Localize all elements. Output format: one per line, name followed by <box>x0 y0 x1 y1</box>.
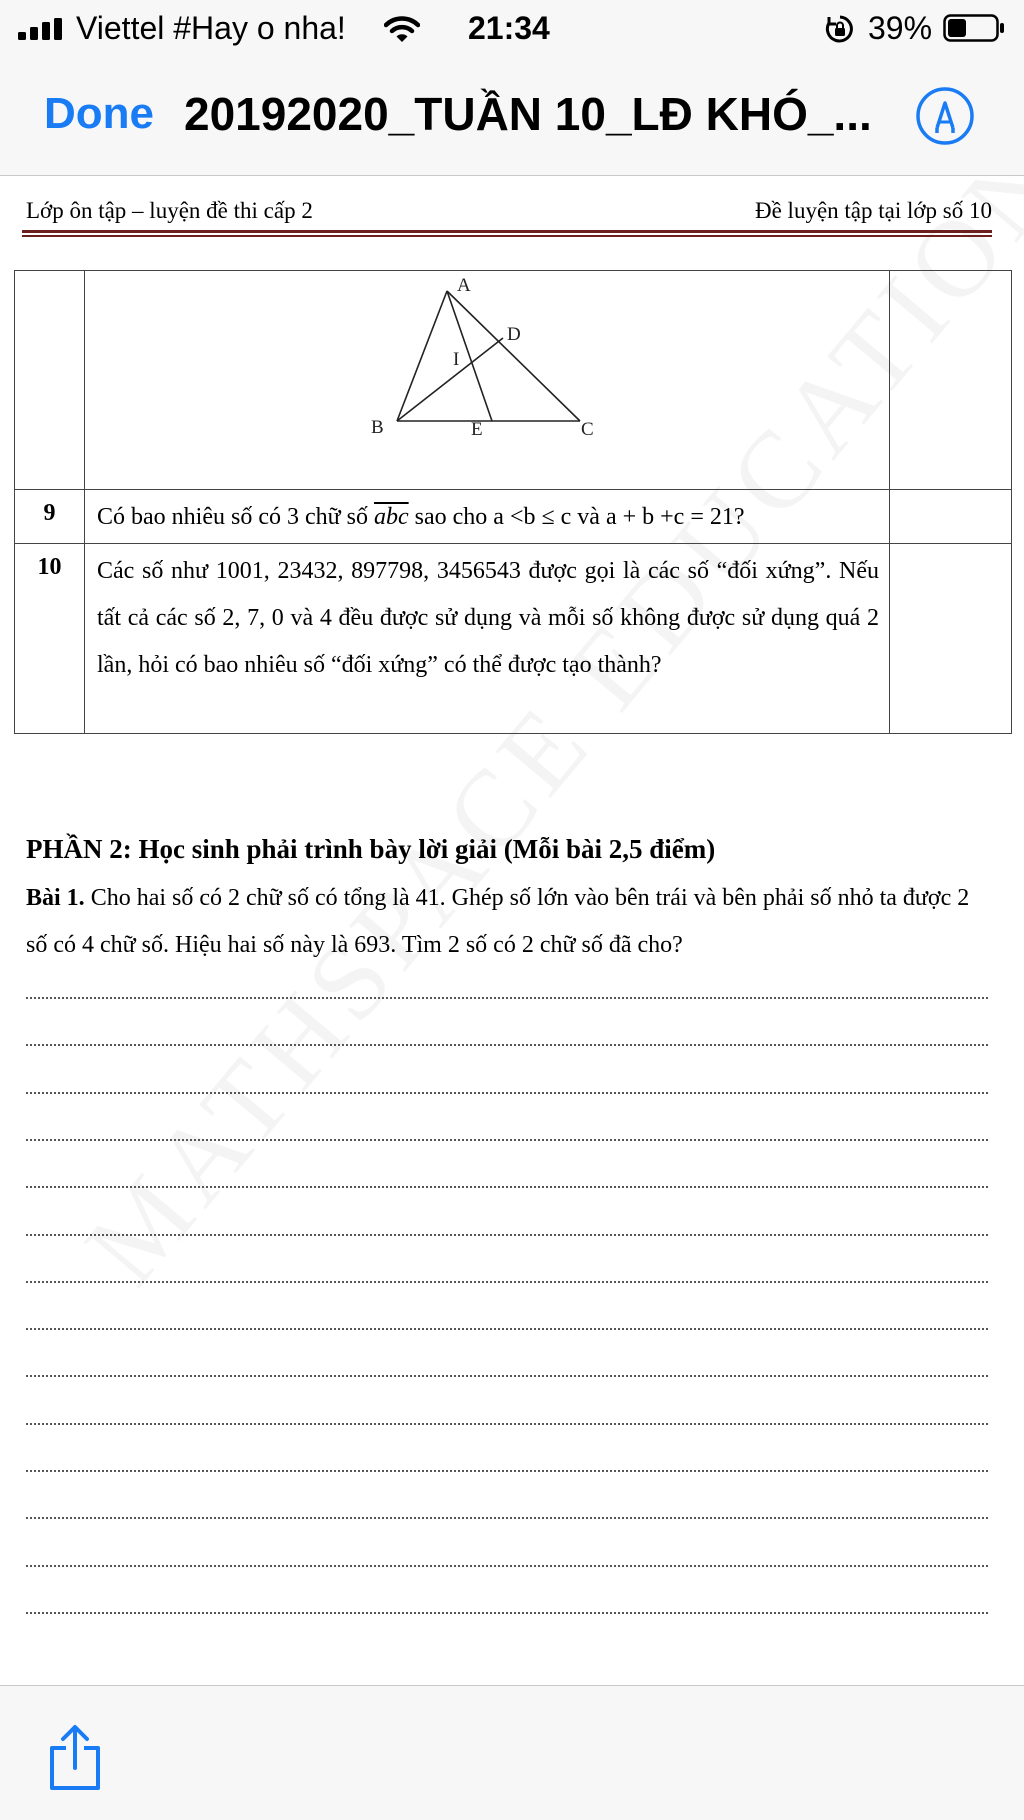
triangle-figure <box>85 271 890 489</box>
header-left: Lớp ôn tập – luyện đề thi cấp 2 <box>26 198 313 223</box>
answer-line <box>26 1517 988 1519</box>
answer-line <box>26 1092 988 1094</box>
answer-line <box>26 1328 988 1330</box>
label-b: B <box>371 417 384 438</box>
question-row-10 <box>15 543 1011 733</box>
header-rule <box>22 230 992 233</box>
answer-line <box>26 1423 988 1425</box>
markup-pen-icon[interactable] <box>915 86 975 146</box>
answer-line <box>26 1281 988 1283</box>
header-right: Đề luyện tập tại lớp số 10 <box>754 198 992 223</box>
status-bar <box>0 0 1024 56</box>
answer-cell <box>890 544 1011 733</box>
document-page[interactable] <box>0 177 1024 1685</box>
wifi-icon <box>384 14 420 44</box>
bottom-toolbar <box>0 1685 1024 1820</box>
label-e: E <box>471 419 483 440</box>
share-icon[interactable] <box>46 1724 104 1792</box>
answer-line <box>26 1470 988 1472</box>
answer-line <box>26 997 988 999</box>
clock: 21:34 <box>468 10 550 46</box>
carrier-name: Viettel #Hay o nha! <box>76 10 346 46</box>
question-9-text-start: Có bao nhiêu số có 3 chữ số <box>97 504 368 530</box>
question-text <box>85 490 890 543</box>
answer-cell <box>890 271 1011 489</box>
problem-1-text: Cho hai số có 2 chữ số có tổng là 41. Ghép số lớn vào bên trái và bên phải số nhỏ ta được 2 số có 4 chữ số. Hiệu hai số này là 693. Tìm 2 số có 2 chữ số đã cho? <box>26 885 970 958</box>
answer-line <box>26 1044 988 1046</box>
question-number: 10 <box>15 544 85 733</box>
problem-1-label: Bài 1. <box>26 885 85 911</box>
label-a: A <box>457 275 471 296</box>
document-title: 20192020_TUẦN 10_LĐ KHÓ_... <box>184 88 872 140</box>
answer-line <box>26 1612 988 1614</box>
abc-overline: $\overline{abc}$ <box>373 504 409 530</box>
orientation-lock-icon <box>825 14 855 44</box>
answer-line <box>26 1186 988 1188</box>
question-9-text-end: sao cho a <b ≤ c và a + b +c = 21? <box>414 504 745 530</box>
question-table <box>14 270 1012 734</box>
label-i: I <box>453 349 460 370</box>
problem-1 <box>26 875 986 969</box>
question-text: Các số như 1001, 23432, 897798, 3456543 được gọi là các số “đối xứng”. Nếu tất cả các số 2, 7, 0 và 4 đều được sử dụng và mỗi số không được sử dụng quá 2 lần, hỏi có bao nhiêu số “đối xứng” có thể được tạo thành? <box>85 544 890 733</box>
answer-line <box>26 1139 988 1141</box>
header-rule-thin <box>22 235 992 237</box>
edge-ac <box>447 291 580 421</box>
signal-icon <box>18 18 64 40</box>
label-d: D <box>507 324 521 345</box>
answer-line <box>26 1565 988 1567</box>
done-button[interactable]: Done <box>44 89 154 138</box>
answer-line <box>26 1375 988 1377</box>
section-title: PHẦN 2: Học sinh phải trình bày lời giải (Mỗi bài 2,5 điểm) <box>26 834 716 864</box>
figure-row <box>15 271 1011 489</box>
question-number: 9 <box>15 490 85 543</box>
answer-line <box>26 1234 988 1236</box>
question-row-9 <box>15 489 1011 543</box>
navigation-bar <box>0 56 1024 176</box>
battery-percent: 39% <box>868 10 933 46</box>
figure-number-cell <box>15 271 85 489</box>
label-c: C <box>581 419 594 440</box>
battery-icon <box>943 14 1005 42</box>
answer-cell <box>890 490 1011 543</box>
figure-cell <box>85 271 890 489</box>
